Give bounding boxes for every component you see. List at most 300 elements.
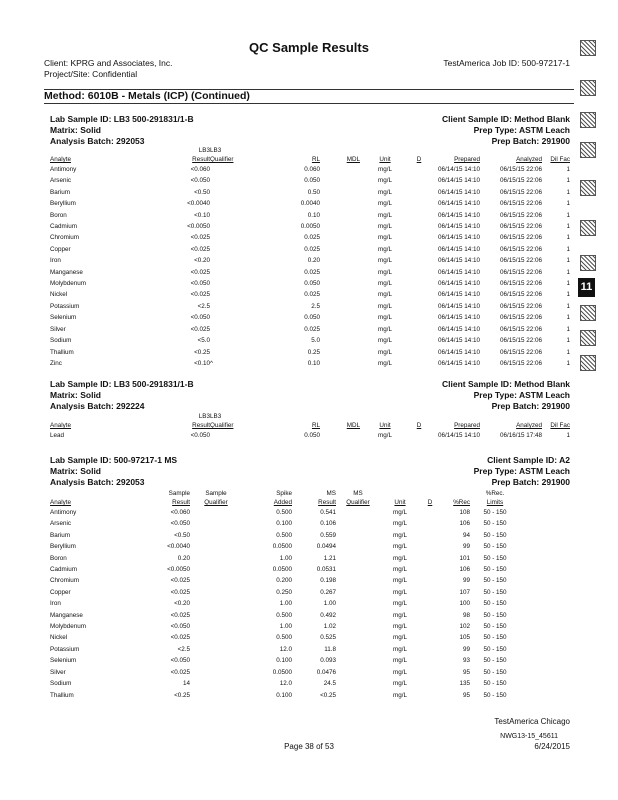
table-cell: 50 - 150 bbox=[483, 600, 507, 608]
table-cell: 50 - 150 bbox=[483, 543, 507, 551]
table-cell bbox=[190, 610, 242, 621]
table-top-header-row bbox=[50, 146, 570, 155]
table-cell bbox=[320, 289, 360, 300]
table-cell: mg/L bbox=[378, 291, 392, 299]
table-cell: 99 bbox=[462, 543, 470, 551]
table-row bbox=[50, 221, 570, 232]
method-bottom-rule bbox=[44, 103, 574, 104]
table-cell: mg/L bbox=[393, 657, 407, 665]
table-cell: 1 bbox=[566, 223, 570, 231]
table-cell bbox=[320, 164, 360, 175]
table-cell bbox=[410, 255, 428, 266]
table-cell: 1 bbox=[566, 200, 570, 208]
barcode-icon bbox=[580, 355, 596, 371]
table-cell: 1 bbox=[566, 177, 570, 185]
spacer-cell bbox=[542, 146, 570, 155]
table-cell: 50 - 150 bbox=[483, 634, 507, 642]
s1-prep-batch: Prep Batch: 291900 bbox=[491, 136, 570, 146]
table-cell bbox=[336, 553, 380, 564]
table-cell bbox=[320, 347, 360, 358]
table-cell bbox=[410, 164, 428, 175]
spacer-cell bbox=[480, 412, 542, 421]
spacer-cell bbox=[480, 146, 542, 155]
table-cell: Antimony bbox=[50, 509, 77, 516]
table-cell: 50 - 150 bbox=[483, 520, 507, 528]
spacer-cell bbox=[410, 412, 428, 421]
table-cell: 06/15/15 22:06 bbox=[499, 245, 542, 253]
column-header: Qualifier bbox=[204, 499, 228, 506]
table-row bbox=[50, 518, 520, 529]
table-row bbox=[50, 278, 570, 289]
column-header: Result bbox=[192, 422, 210, 429]
table-cell bbox=[336, 667, 380, 678]
job-id: TestAmerica Job ID: 500-97217-1 bbox=[443, 58, 570, 68]
table-cell: mg/L bbox=[393, 623, 407, 631]
table-cell bbox=[190, 644, 242, 655]
top-header-cell: LB3 bbox=[198, 147, 210, 154]
table-cell bbox=[410, 221, 428, 232]
table-cell: <2.5 bbox=[197, 302, 210, 310]
table-row bbox=[50, 324, 570, 335]
table-cell: 50 - 150 bbox=[483, 680, 507, 688]
table-cell bbox=[336, 530, 380, 541]
table-cell: <0.0050 bbox=[187, 223, 210, 231]
table-cell bbox=[336, 587, 380, 598]
table-cell: 0.0500 bbox=[272, 668, 292, 676]
table-cell: 0.025 bbox=[304, 234, 320, 242]
table-cell: <0.050 bbox=[190, 177, 210, 185]
table-cell: mg/L bbox=[393, 634, 407, 642]
spacer-cell bbox=[440, 489, 470, 498]
table-cell bbox=[190, 598, 242, 609]
table-cell: 0.500 bbox=[276, 611, 292, 619]
table-cell: 06/14/15 14:10 bbox=[437, 223, 480, 231]
table-cell bbox=[190, 655, 242, 666]
column-header: MDL bbox=[346, 422, 360, 429]
table-cell: 99 bbox=[462, 645, 470, 653]
table-cell: <0.0040 bbox=[167, 543, 190, 551]
table-cell bbox=[410, 267, 428, 278]
table-cell: 06/15/15 22:06 bbox=[499, 257, 542, 265]
table-cell bbox=[190, 553, 242, 564]
table-cell: mg/L bbox=[378, 280, 392, 288]
table-cell bbox=[320, 430, 360, 441]
table-cell: 1 bbox=[566, 234, 570, 242]
table-cell bbox=[320, 255, 360, 266]
s3-batch: Analysis Batch: 292053 bbox=[50, 477, 145, 487]
table-cell bbox=[210, 164, 260, 175]
table-cell bbox=[320, 278, 360, 289]
table-row bbox=[50, 621, 520, 632]
table-cell bbox=[420, 621, 440, 632]
table-cell: 50 - 150 bbox=[483, 623, 507, 631]
table-cell: 1 bbox=[566, 211, 570, 219]
table-cell: 5.0 bbox=[311, 337, 320, 345]
method-heading: Method: 6010B - Metals (ICP) (Continued) bbox=[44, 90, 250, 102]
table-row bbox=[50, 610, 520, 621]
table-row bbox=[50, 541, 520, 552]
table-cell: Thallium bbox=[50, 691, 74, 699]
page-title: QC Sample Results bbox=[249, 40, 369, 55]
table-cell: 107 bbox=[459, 588, 470, 596]
table-cell: mg/L bbox=[393, 691, 407, 699]
table-cell bbox=[320, 335, 360, 346]
table-cell bbox=[190, 518, 242, 529]
barcode-icon bbox=[580, 142, 596, 158]
table-row bbox=[50, 267, 570, 278]
table-cell bbox=[210, 312, 260, 323]
table-cell: mg/L bbox=[393, 520, 407, 528]
table-row bbox=[50, 244, 570, 255]
table-cell bbox=[410, 232, 428, 243]
column-header: RL bbox=[311, 422, 320, 429]
table-cell: Potassium bbox=[50, 302, 80, 310]
table-cell: Sodium bbox=[50, 680, 72, 688]
barcode-icon bbox=[580, 80, 596, 96]
spacer-cell bbox=[320, 146, 360, 155]
table-cell: Nickel bbox=[50, 634, 68, 642]
table-cell bbox=[210, 324, 260, 335]
column-header: Unit bbox=[379, 422, 391, 429]
top-header-cell: Sample bbox=[168, 490, 190, 497]
table-cell: Selenium bbox=[50, 314, 77, 322]
table-cell: 1 bbox=[566, 257, 570, 265]
table-cell: Selenium bbox=[50, 657, 77, 665]
table-header-row bbox=[50, 155, 570, 164]
s2-results-table bbox=[50, 412, 570, 441]
table-cell: mg/L bbox=[393, 577, 407, 585]
table-cell: 0.541 bbox=[320, 509, 336, 516]
table-cell: 1.00 bbox=[279, 600, 292, 608]
table-cell bbox=[210, 210, 260, 221]
table-cell bbox=[210, 430, 260, 441]
spacer-cell bbox=[320, 412, 360, 421]
column-header: Result bbox=[318, 499, 336, 506]
table-cell: 99 bbox=[462, 577, 470, 585]
table-cell: 06/15/15 22:06 bbox=[499, 166, 542, 173]
table-cell: <0.025 bbox=[190, 234, 210, 242]
top-header-cell: MS bbox=[353, 490, 363, 497]
table-cell: <0.25 bbox=[320, 691, 336, 699]
top-header-cell: Sample bbox=[205, 490, 227, 497]
table-cell bbox=[190, 690, 242, 701]
table-cell: Manganese bbox=[50, 268, 83, 276]
table-cell: mg/L bbox=[378, 234, 392, 242]
table-cell: Copper bbox=[50, 588, 71, 596]
table-cell: mg/L bbox=[378, 223, 392, 231]
table-cell bbox=[336, 541, 380, 552]
table-cell: 0.0476 bbox=[316, 668, 336, 676]
table-cell bbox=[190, 587, 242, 598]
table-cell: 0.025 bbox=[304, 245, 320, 253]
table-cell: 50 - 150 bbox=[483, 588, 507, 596]
table-cell: mg/L bbox=[378, 348, 392, 356]
table-cell: 0.250 bbox=[276, 588, 292, 596]
table-cell: 1 bbox=[566, 359, 570, 367]
table-cell: 0.100 bbox=[276, 691, 292, 699]
column-header: RL bbox=[311, 156, 320, 163]
s1-matrix: Matrix: Solid bbox=[50, 125, 102, 135]
s2-lab-sample: Lab Sample ID: LB3 500-291831/1-B bbox=[50, 379, 194, 389]
table-cell bbox=[410, 289, 428, 300]
table-cell: Nickel bbox=[50, 291, 68, 299]
table-row bbox=[50, 347, 570, 358]
table-row bbox=[50, 312, 570, 323]
table-cell: 0.0040 bbox=[300, 200, 320, 208]
table-cell bbox=[420, 598, 440, 609]
table-cell bbox=[190, 575, 242, 586]
table-cell bbox=[410, 187, 428, 198]
table-cell: mg/L bbox=[393, 600, 407, 608]
s2-prep-type: Prep Type: ASTM Leach bbox=[473, 390, 570, 400]
table-cell: 12.0 bbox=[279, 645, 292, 653]
table-cell: Molybdenum bbox=[50, 623, 87, 631]
column-header: D bbox=[427, 499, 433, 506]
table-cell: mg/L bbox=[393, 543, 407, 551]
table-cell: 0.050 bbox=[304, 314, 320, 322]
table-cell bbox=[320, 198, 360, 209]
section-tab-11[interactable]: 11 bbox=[578, 278, 595, 297]
table-cell: 0.20 bbox=[177, 554, 190, 562]
spacer-cell bbox=[410, 146, 428, 155]
project-site: Project/Site: Confidential bbox=[44, 69, 138, 79]
table-cell: mg/L bbox=[393, 531, 407, 539]
table-cell bbox=[420, 564, 440, 575]
table-cell: 1 bbox=[566, 245, 570, 253]
table-row bbox=[50, 575, 520, 586]
table-cell: 0.10 bbox=[307, 359, 320, 367]
table-cell: 0.060 bbox=[304, 166, 320, 173]
s3-prep-type: Prep Type: ASTM Leach bbox=[473, 466, 570, 476]
table-row bbox=[50, 507, 520, 518]
table-cell: 50 - 150 bbox=[483, 531, 507, 539]
table-cell bbox=[190, 541, 242, 552]
table-cell: Chromium bbox=[50, 234, 80, 242]
s2-client-sample: Client Sample ID: Method Blank bbox=[442, 379, 570, 389]
table-cell: mg/L bbox=[378, 325, 392, 333]
table-cell: <0.025 bbox=[190, 245, 210, 253]
table-cell: 106 bbox=[459, 566, 470, 574]
table-row bbox=[50, 632, 520, 643]
table-cell: mg/L bbox=[393, 668, 407, 676]
table-cell bbox=[420, 587, 440, 598]
spacer-cell bbox=[50, 489, 140, 498]
table-cell: 06/14/15 14:10 bbox=[437, 177, 480, 185]
table-row bbox=[50, 655, 520, 666]
table-cell bbox=[320, 324, 360, 335]
column-header: Prepared bbox=[454, 422, 480, 429]
footer-code: NWG13-15_45611 bbox=[500, 733, 558, 740]
table-cell: 0.559 bbox=[320, 531, 336, 539]
spacer-cell bbox=[380, 489, 420, 498]
table-row bbox=[50, 587, 520, 598]
footer-page: Page 38 of 53 bbox=[284, 742, 334, 751]
table-cell: 95 bbox=[462, 668, 470, 676]
table-cell bbox=[336, 678, 380, 689]
table-cell bbox=[320, 267, 360, 278]
table-cell bbox=[210, 255, 260, 266]
table-cell: mg/L bbox=[393, 554, 407, 562]
table-cell: 0.100 bbox=[276, 657, 292, 665]
table-top-header-row bbox=[50, 489, 520, 498]
table-cell: <0.0050 bbox=[167, 566, 190, 574]
table-cell: mg/L bbox=[378, 177, 392, 185]
table-cell: 06/15/15 22:06 bbox=[499, 359, 542, 367]
table-cell bbox=[320, 312, 360, 323]
table-cell bbox=[210, 301, 260, 312]
table-cell bbox=[410, 278, 428, 289]
column-header: Analyte bbox=[50, 499, 72, 506]
table-cell: 0.25 bbox=[307, 348, 320, 356]
table-cell: 14 bbox=[182, 680, 190, 688]
column-header: Qualifier bbox=[210, 422, 234, 429]
table-cell: 135 bbox=[459, 680, 470, 688]
table-cell bbox=[210, 232, 260, 243]
table-cell bbox=[210, 289, 260, 300]
table-cell: mg/L bbox=[378, 257, 392, 265]
table-cell: 12.0 bbox=[279, 680, 292, 688]
table-cell: 1.21 bbox=[323, 554, 336, 562]
table-cell bbox=[210, 175, 260, 186]
table-cell: Boron bbox=[50, 554, 67, 562]
table-cell: 06/14/15 14:10 bbox=[437, 314, 480, 322]
table-header-row bbox=[50, 421, 570, 430]
table-cell bbox=[190, 621, 242, 632]
table-cell: 06/14/15 14:10 bbox=[437, 280, 480, 288]
table-cell: 06/15/15 22:06 bbox=[499, 337, 542, 345]
table-cell: 06/15/15 22:06 bbox=[499, 314, 542, 322]
table-cell bbox=[336, 632, 380, 643]
table-cell bbox=[410, 312, 428, 323]
table-cell bbox=[210, 244, 260, 255]
column-header: Limits bbox=[486, 499, 504, 506]
table-cell: 06/14/15 14:10 bbox=[437, 291, 480, 299]
table-cell: <0.050 bbox=[170, 623, 190, 631]
table-row bbox=[50, 358, 570, 369]
table-cell: mg/L bbox=[378, 302, 392, 310]
table-cell: 06/15/15 22:06 bbox=[499, 177, 542, 185]
table-cell: ^ bbox=[210, 359, 213, 367]
table-cell: 0.267 bbox=[320, 588, 336, 596]
table-cell bbox=[420, 678, 440, 689]
table-cell bbox=[190, 667, 242, 678]
table-cell: 06/14/15 14:10 bbox=[437, 337, 480, 345]
table-cell bbox=[420, 632, 440, 643]
table-cell: 0.025 bbox=[304, 291, 320, 299]
spacer-cell bbox=[360, 146, 410, 155]
column-header: Dil Fac bbox=[550, 156, 570, 163]
table-cell: 06/15/15 22:06 bbox=[499, 211, 542, 219]
table-cell: 1.02 bbox=[323, 623, 336, 631]
table-row bbox=[50, 678, 520, 689]
table-cell: 98 bbox=[462, 611, 470, 619]
table-row bbox=[50, 175, 570, 186]
table-cell: Boron bbox=[50, 211, 67, 219]
spacer-cell bbox=[260, 146, 320, 155]
table-cell: mg/L bbox=[378, 200, 392, 208]
table-cell: 06/15/15 22:06 bbox=[499, 223, 542, 231]
table-cell bbox=[210, 221, 260, 232]
table-cell: 0.100 bbox=[276, 520, 292, 528]
column-header: Analyzed bbox=[516, 422, 542, 429]
column-header: Unit bbox=[394, 499, 406, 506]
spacer-cell bbox=[50, 146, 150, 155]
table-cell: <0.50 bbox=[174, 531, 190, 539]
spacer-cell bbox=[542, 412, 570, 421]
table-cell: Chromium bbox=[50, 577, 80, 585]
table-cell bbox=[410, 244, 428, 255]
table-cell bbox=[320, 210, 360, 221]
s2-prep-batch: Prep Batch: 291900 bbox=[491, 401, 570, 411]
table-cell bbox=[420, 644, 440, 655]
table-cell: <5.0 bbox=[197, 337, 210, 345]
table-cell bbox=[210, 347, 260, 358]
table-cell bbox=[210, 198, 260, 209]
table-cell bbox=[190, 632, 242, 643]
table-cell: 06/16/15 17:48 bbox=[499, 432, 542, 439]
table-cell: 0.0531 bbox=[316, 566, 336, 574]
table-cell: <0.10 bbox=[194, 359, 210, 367]
table-cell bbox=[210, 278, 260, 289]
table-cell: Barium bbox=[50, 188, 70, 196]
table-cell: <0.025 bbox=[190, 291, 210, 299]
table-cell: 1 bbox=[566, 348, 570, 356]
table-cell: 0.050 bbox=[304, 177, 320, 185]
table-cell: mg/L bbox=[378, 166, 392, 173]
table-cell: mg/L bbox=[393, 588, 407, 596]
table-row bbox=[50, 667, 520, 678]
table-cell: 11.8 bbox=[324, 645, 336, 653]
s3-matrix: Matrix: Solid bbox=[50, 466, 102, 476]
table-cell bbox=[190, 507, 242, 518]
s3-prep-batch: Prep Batch: 291900 bbox=[491, 477, 570, 487]
table-cell: Arsenic bbox=[50, 177, 71, 185]
table-cell bbox=[320, 358, 360, 369]
table-cell: <0.25 bbox=[194, 348, 210, 356]
s3-ms-table bbox=[50, 489, 520, 701]
column-header: %Rec bbox=[453, 499, 470, 506]
table-cell: mg/L bbox=[393, 611, 407, 619]
table-cell: Zinc bbox=[50, 359, 62, 367]
table-cell: 0.500 bbox=[276, 634, 292, 642]
table-cell bbox=[410, 347, 428, 358]
table-cell: <0.025 bbox=[170, 611, 190, 619]
spacer-cell bbox=[428, 412, 480, 421]
s1-batch: Analysis Batch: 292053 bbox=[50, 136, 145, 146]
table-cell: <0.25 bbox=[174, 691, 190, 699]
barcode-icon bbox=[580, 112, 596, 128]
table-row bbox=[50, 187, 570, 198]
table-cell: 06/15/15 22:06 bbox=[499, 234, 542, 242]
column-header: MDL bbox=[346, 156, 360, 163]
table-cell: 24.5 bbox=[323, 680, 336, 688]
table-cell bbox=[420, 655, 440, 666]
table-cell bbox=[336, 610, 380, 621]
spacer-cell bbox=[360, 412, 410, 421]
table-cell: <0.0040 bbox=[187, 200, 210, 208]
table-cell: 06/15/15 22:06 bbox=[499, 325, 542, 333]
table-row bbox=[50, 644, 520, 655]
table-cell: 06/14/15 14:10 bbox=[437, 166, 480, 173]
table-cell: Manganese bbox=[50, 611, 83, 619]
top-header-cell: LB3 bbox=[198, 413, 210, 420]
table-row bbox=[50, 198, 570, 209]
table-cell: Potassium bbox=[50, 645, 80, 653]
table-cell bbox=[190, 530, 242, 541]
table-cell: 0.093 bbox=[320, 657, 336, 665]
table-row bbox=[50, 553, 520, 564]
table-cell: 50 - 150 bbox=[483, 645, 507, 653]
